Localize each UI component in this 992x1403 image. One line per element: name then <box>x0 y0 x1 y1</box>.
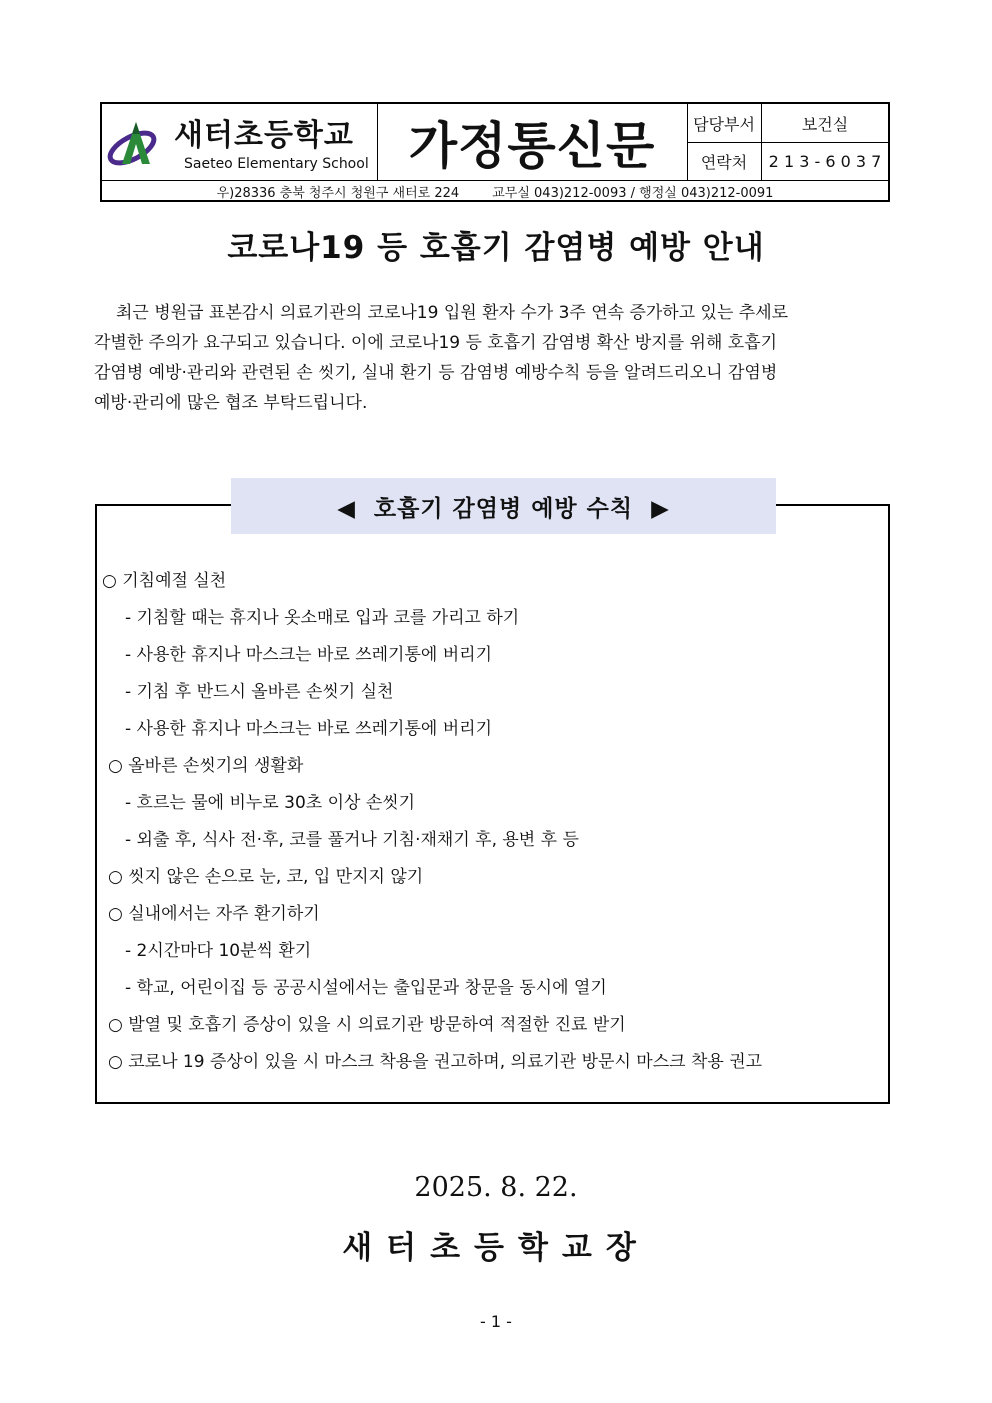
header-top-row <box>102 104 888 181</box>
prevention-rules-heading: ◀ 호흡기 감염병 예방 수칙 ▶ <box>231 478 776 534</box>
newsletter-title: 가정통신문 <box>377 104 688 180</box>
intro-line: 최근 병원급 표본감시 의료기관의 코로나19 입원 환자 수가 3주 연속 증가하고 있는 추세로 <box>116 303 789 323</box>
school-logo-cell <box>102 104 378 180</box>
issue-date: 2025. 8. 22. <box>414 1172 578 1203</box>
contact-grid <box>687 104 888 180</box>
rule-sub-item: - 2시간마다 10분씩 환기 <box>125 941 312 961</box>
rule-item: ○ 씻지 않은 손으로 눈, 코, 입 만지지 않기 <box>108 867 424 887</box>
dept-value: 보건실 <box>762 104 888 143</box>
address-text: 우)28336 충북 청주시 청원구 새터로 224 교무실 043)212-0093 / 행정실 043)212-0091 <box>216 185 774 201</box>
rule-item: ○ 올바른 손씻기의 생활화 <box>108 756 304 776</box>
school-logo-icon <box>106 116 162 172</box>
intro-line: 예방·관리에 많은 협조 부탁드립니다. <box>94 393 368 413</box>
rule-sub-item: - 흐르는 물에 비누로 30초 이상 손씻기 <box>125 793 416 813</box>
address-line <box>102 180 888 202</box>
page-title: 코로나19 등 호흡기 감염병 예방 안내 <box>227 230 765 266</box>
contact-value: 2 1 3 - 6 0 3 7 <box>768 151 882 171</box>
rule-sub-item: - 학교, 어린이집 등 공공시설에서는 출입문과 창문을 동시에 열기 <box>125 978 607 998</box>
intro-paragraph <box>94 298 894 418</box>
rule-sub-item: - 사용한 휴지나 마스크는 바로 쓰레기통에 버리기 <box>125 645 492 665</box>
prevention-rules-list <box>100 566 880 1084</box>
principal-signature: 새터초등학교장 <box>342 1230 650 1266</box>
rule-sub-item: - 기침할 때는 휴지나 옷소매로 입과 코를 가리고 하기 <box>125 608 520 628</box>
rule-sub-item: - 기침 후 반드시 올바른 손씻기 실천 <box>125 682 394 702</box>
contact-label: 연락처 <box>687 142 762 180</box>
rule-item: ○ 기침예절 실천 <box>102 571 227 591</box>
newsletter-header <box>100 102 890 202</box>
rule-sub-item: - 사용한 휴지나 마스크는 바로 쓰레기통에 버리기 <box>125 719 492 739</box>
rule-item: ○ 실내에서는 자주 환기하기 <box>108 904 320 924</box>
dept-label: 담당부서 <box>687 104 762 143</box>
intro-line: 감염병 예방·관리와 관련된 손 씻기, 실내 환기 등 감염병 예방수칙 등을 알려드리오니 감염병 <box>94 363 778 383</box>
rule-item: ○ 발열 및 호흡기 증상이 있을 시 의료기관 방문하여 적절한 진료 받기 <box>108 1015 626 1035</box>
school-name-en: Saeteo Elementary School <box>184 156 369 172</box>
rule-item: ○ 코로나 19 증상이 있을 시 마스크 착용을 권고하며, 의료기관 방문시 마스크 착용 권고 <box>108 1052 763 1072</box>
school-name-ko: 새터초등학교 <box>174 118 354 153</box>
intro-line: 각별한 주의가 요구되고 있습니다. 이에 코로나19 등 호흡기 감염병 확산 방지를 위해 호흡기 <box>94 333 778 353</box>
rule-sub-item: - 외출 후, 식사 전·후, 코를 풀거나 기침·재채기 후, 용변 후 등 <box>125 830 579 850</box>
page-number: - 1 - <box>480 1312 512 1331</box>
